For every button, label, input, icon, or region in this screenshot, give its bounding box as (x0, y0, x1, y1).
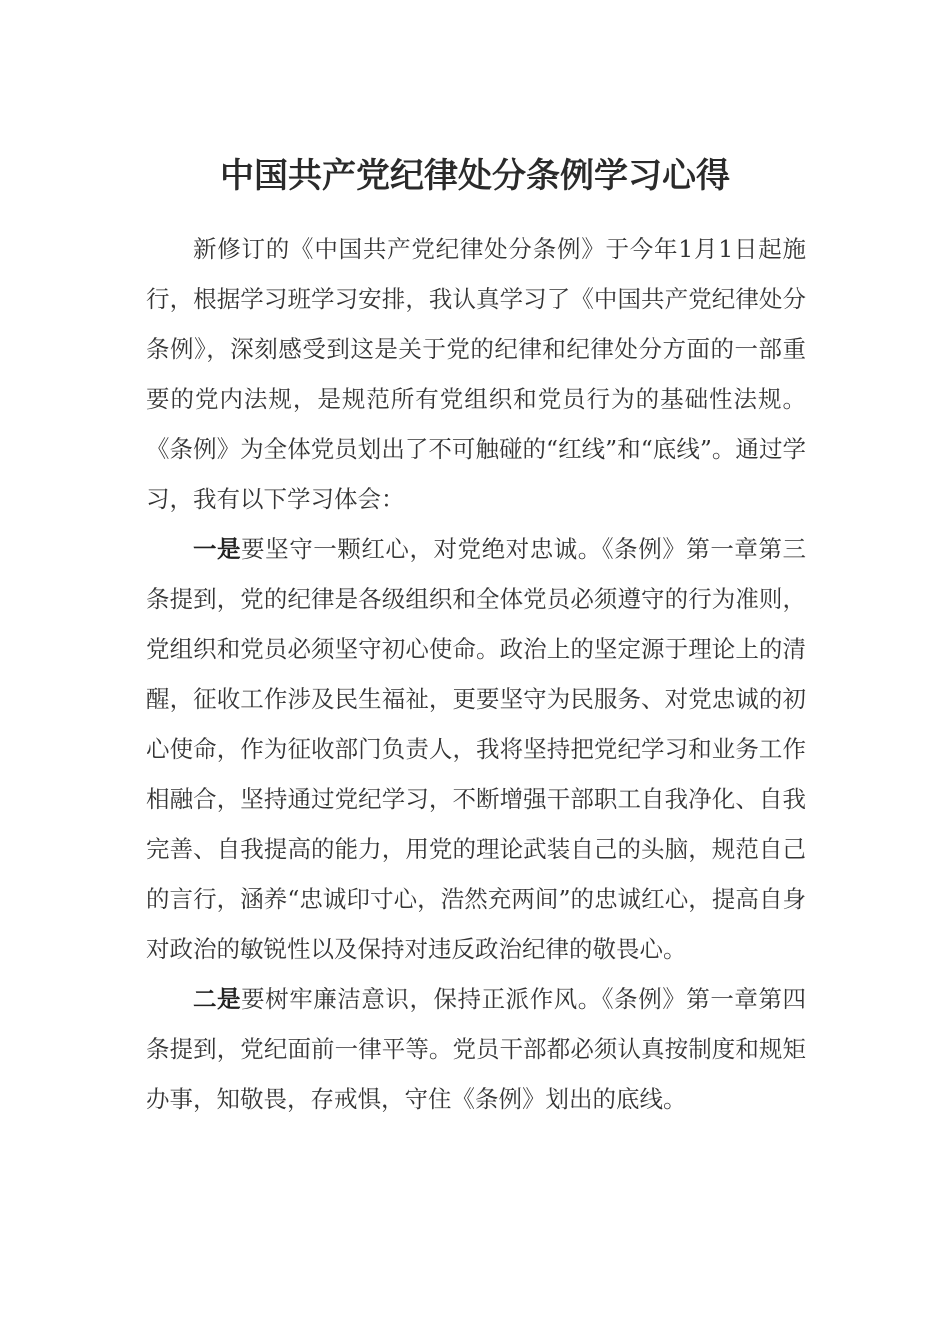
paragraph-point-one-text: 要坚守一颗红心，对党绝对忠诚。《条例》第一章第三条提到，党的纪律是各级组织和全体党员必须遵守的行为准则，党组织和党员必须坚守初心使命。政治上的坚定源于理论上的清醒，征收工作涉及民生福祉，更要坚守为民服务、对党忠诚的初心使命，作为征收部门负责人，我将坚持把党纪学习和业务工作相融合，坚持通过党纪学习，不断增强干部职工自我净化、自我完善、自我提高的能力，用党的理论武装自己的头脑，规范自己的言行，涵养“忠诚印寸心，浩然充两间”的忠诚红心，提高自身对政治的敏锐性以及保持对违反政治纪律的敬畏心。 (146, 535, 807, 963)
paragraph-point-two (146, 974, 806, 1124)
paragraph-intro-text: 新修订的《中国共产党纪律处分条例》于今年1月1日起施行，根据学习班学习安排，我认真学习了《中国共产党纪律处分条例》，深刻感受到这是关于党的纪律和纪律处分方面的一部重要的党内法规，是规范所有党组织和党员行为的基础性法规。《条例》为全体党员划出了不可触碰的“红线”和“底线”。通过学习，我有以下学习体会： (146, 235, 806, 513)
paragraph-point-one-lead: 一是 (193, 535, 242, 563)
paragraph-point-two-lead: 二是 (193, 985, 242, 1013)
document-body (146, 224, 806, 1124)
paragraph-intro (146, 224, 806, 524)
paragraph-point-two-text: 要树牢廉洁意识，保持正派作风。《条例》第一章第四条提到，党纪面前一律平等。党员干部都必须认真按制度和规矩办事，知敬畏，存戒惧，守住《条例》划出的底线。 (146, 985, 807, 1113)
document-title: 中国共产党纪律处分条例学习心得 (220, 156, 730, 196)
paragraph-point-one (146, 524, 806, 974)
